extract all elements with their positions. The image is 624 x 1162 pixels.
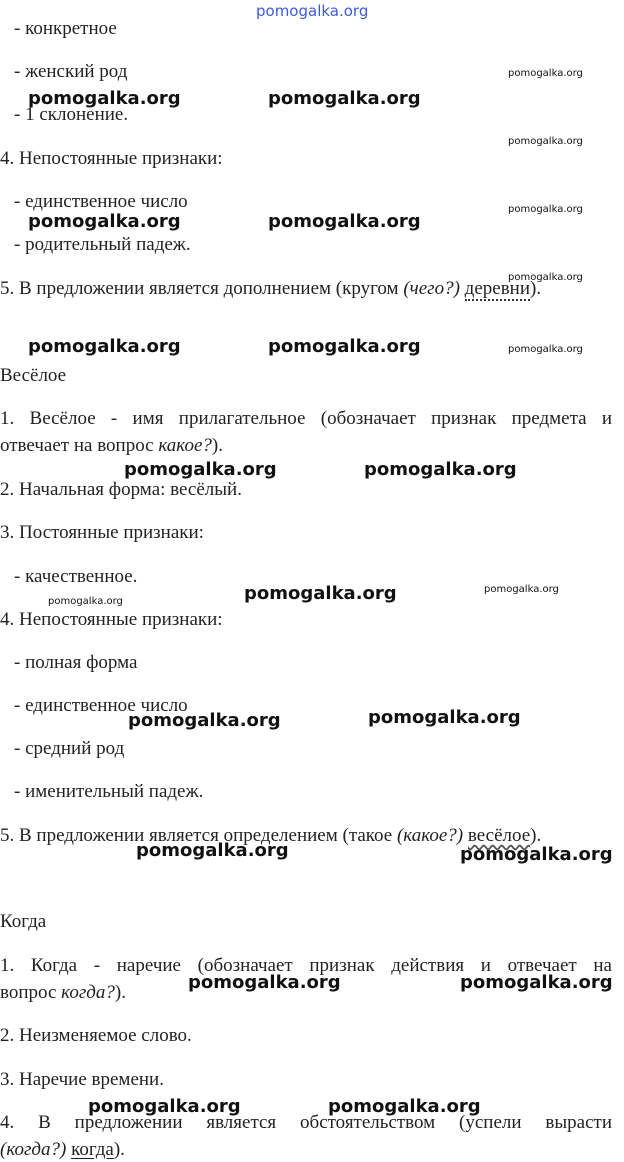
role-suffix-1: ). (530, 278, 542, 299)
watermark-small: pomogalka.org (508, 204, 583, 215)
watermark: pomogalka.org (188, 972, 341, 993)
watermark: pomogalka.org (364, 459, 517, 480)
veseloe-p1-line2 (0, 435, 223, 457)
item-genitive: - родительный падеж. (14, 234, 191, 255)
section-title-veseloe: Весёлое (0, 365, 67, 386)
kogda-p4-question: (когда?) (0, 1139, 67, 1160)
kogda-p4-line2 (0, 1139, 125, 1161)
watermark-small: pomogalka.org (508, 344, 583, 355)
watermark: pomogalka.org (28, 336, 181, 357)
role-prefix-2: 5. В предложении является определением (такое (0, 825, 397, 846)
item-neuter: - средний род (14, 738, 125, 759)
role-word-1: деревни (464, 278, 531, 299)
item-full-form: - полная форма (14, 652, 138, 673)
watermark-small: pomogalka.org (508, 272, 583, 283)
item-singular-1: - единственное число (14, 191, 188, 212)
watermark: pomogalka.org (244, 583, 397, 604)
role-word-2: весёлое (467, 825, 531, 846)
nonconstant-heading-1: 4. Непостоянные признаки: (0, 148, 223, 169)
veseloe-constant-heading: 3. Постоянные признаки: (0, 522, 204, 543)
watermark: pomogalka.org (128, 710, 281, 731)
kogda-p1-prefix: вопрос (0, 982, 62, 1003)
watermark-top: pomogalka.org (256, 2, 369, 20)
kogda-p2: 2. Неизменяемое слово. (0, 1025, 192, 1046)
veseloe-initial-form: 2. Начальная форма: весёлый. (0, 479, 242, 500)
nonconstant-heading-2: 4. Непостоянные признаки: (0, 609, 223, 630)
veseloe-p1-suffix: ). (211, 435, 223, 456)
watermark: pomogalka.org (268, 211, 421, 232)
role-prefix-1: 5. В предложении является дополнением (кругом (0, 278, 404, 299)
section-title-kogda: Когда (0, 911, 47, 932)
role-line-1 (0, 278, 541, 300)
role-question-2: (какое?) (396, 825, 464, 846)
kogda-p3: 3. Наречие времени. (0, 1069, 164, 1090)
kogda-p1-line1: 1. Когда - наречие (обозначает признак действия и отвечает на (0, 955, 612, 976)
watermark: pomogalka.org (88, 1096, 241, 1117)
kogda-p4-line1: 4. В предложении является обстоятельством (успели вырасти (0, 1112, 612, 1133)
veseloe-p1-question: какое? (158, 435, 212, 456)
watermark: pomogalka.org (28, 88, 181, 109)
watermark-small: pomogalka.org (48, 596, 123, 607)
kogda-p1-suffix: ). (114, 982, 126, 1003)
role-question-1: (чего?) (403, 278, 460, 299)
kogda-p4-suffix: ). (113, 1139, 125, 1160)
watermark: pomogalka.org (368, 707, 521, 728)
watermark: pomogalka.org (268, 88, 421, 109)
watermark: pomogalka.org (28, 211, 181, 232)
veseloe-p1-line1: 1. Весёлое - имя прилагательное (обозначает признак предмета и (0, 408, 612, 429)
watermark: pomogalka.org (136, 840, 289, 861)
watermark: pomogalka.org (268, 336, 421, 357)
kogda-p1-question: когда? (61, 982, 115, 1003)
watermark-small: pomogalka.org (508, 68, 583, 79)
item-singular-2: - единственное число (14, 695, 188, 716)
watermark-small: pomogalka.org (484, 584, 559, 595)
watermark: pomogalka.org (124, 459, 277, 480)
veseloe-p1-prefix: отвечает на вопрос (0, 435, 159, 456)
watermark-small: pomogalka.org (508, 136, 583, 147)
watermark: pomogalka.org (328, 1096, 481, 1117)
kogda-p1-line2 (0, 982, 126, 1004)
item-concrete: - конкретное (14, 18, 117, 39)
item-declension: - 1 склонение. (14, 104, 129, 125)
watermark: pomogalka.org (460, 844, 613, 865)
item-qualitative: - качественное. (14, 566, 138, 587)
kogda-p4-word: когда (71, 1139, 114, 1160)
role-suffix-2: ). (530, 825, 542, 846)
watermark: pomogalka.org (460, 972, 613, 993)
item-feminine: - женский род (14, 61, 128, 82)
item-nominative: - именительный падеж. (14, 781, 204, 802)
